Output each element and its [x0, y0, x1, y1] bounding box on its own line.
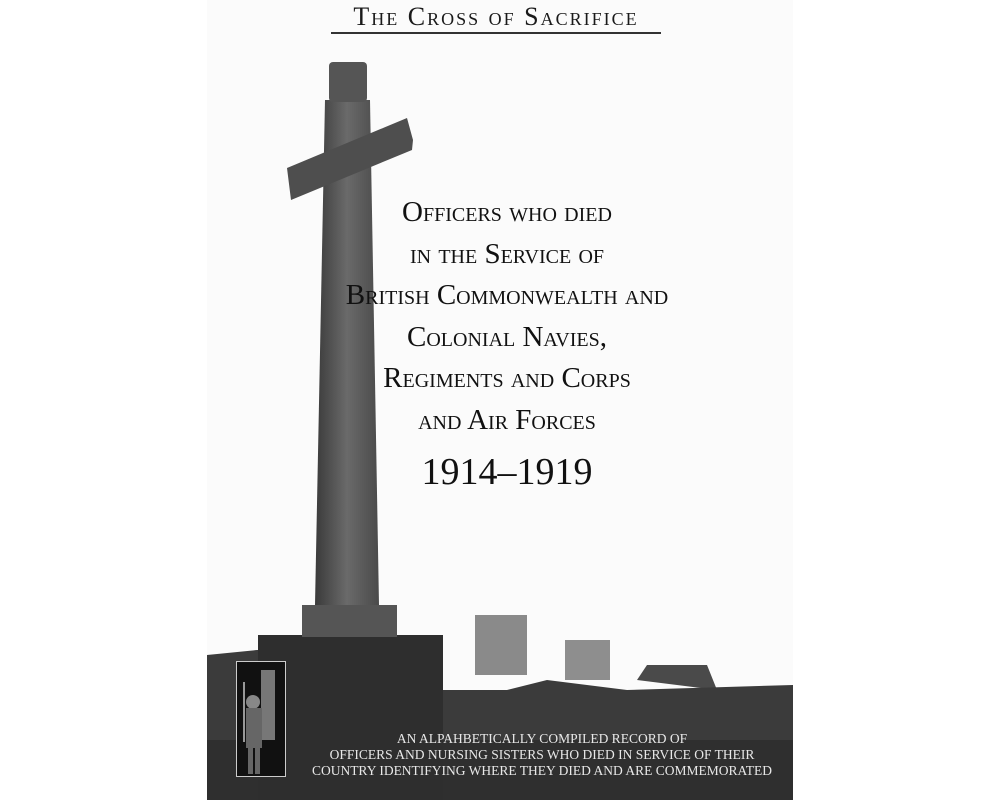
blurb-line: COUNTRY IDENTIFYING WHERE THEY DIED AND ARE COMMEMORATED	[311, 763, 773, 778]
title-line: in the Service of	[409, 237, 605, 270]
title-line: Officers who died	[402, 196, 612, 228]
soldier-logo-icon	[236, 661, 286, 777]
book-cover	[207, 0, 793, 800]
blurb-line: AN ALPAHBETICALLY COMPILED RECORD OF	[396, 731, 688, 746]
title-line: Regiments and Corps	[383, 362, 631, 394]
title-line: British Commonwealth and	[345, 279, 669, 311]
blurb	[297, 731, 787, 779]
title-line: Colonial Navies,	[407, 320, 607, 353]
years: 1914–1919	[421, 451, 593, 493]
book-title	[307, 192, 707, 441]
blurb-line: OFFICERS AND NURSING SISTERS WHO DIED IN SERVICE OF THEIR	[329, 747, 755, 762]
series-title: The Cross of Sacrifice	[331, 0, 661, 34]
title-line: and Air Forces	[418, 403, 596, 436]
